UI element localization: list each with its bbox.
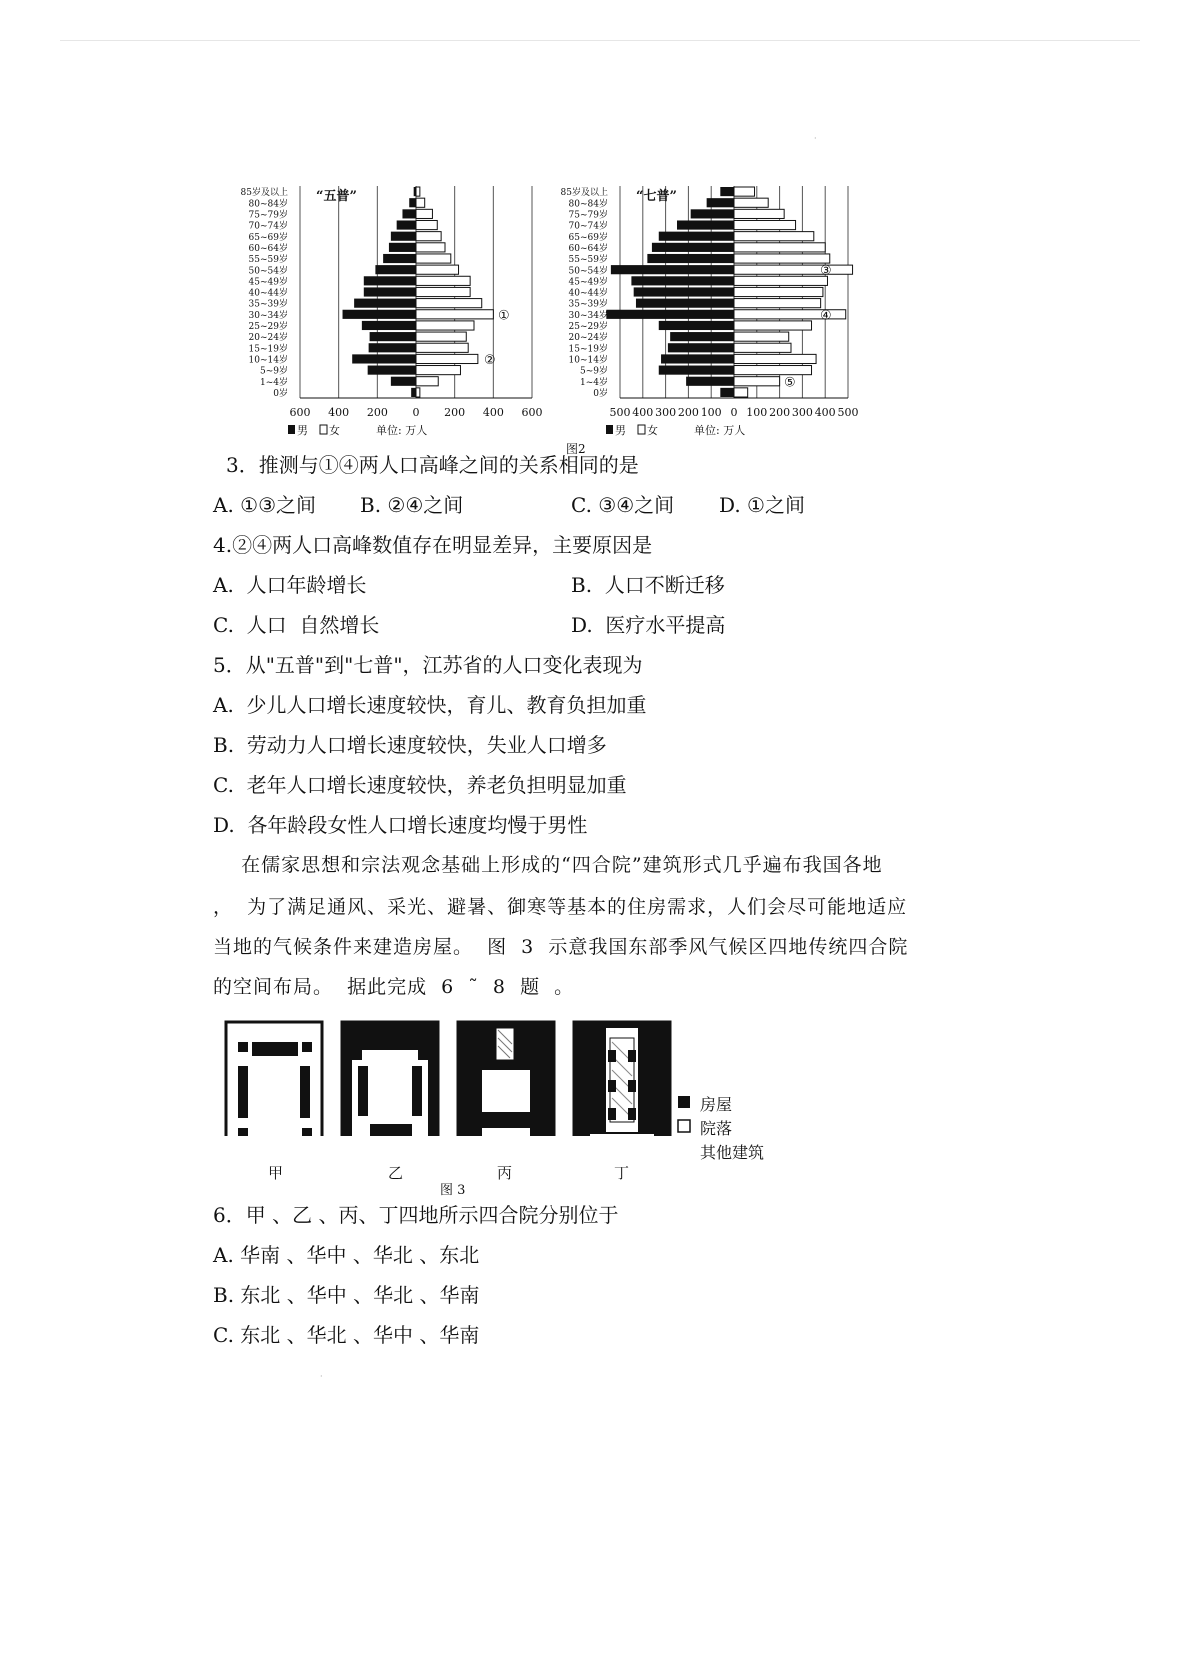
age-group-label: 30~34岁 [568, 310, 608, 321]
x-tick-label: 300 [791, 406, 813, 419]
age-group-label: 50~54岁 [248, 266, 288, 277]
female-bar [734, 332, 789, 341]
unit-label: 单位: 万人 [694, 424, 746, 437]
legend-male-label: 男 [297, 424, 308, 437]
question-3-stem: 3．推测与①④两人口高峰之间的关系相同的是 [226, 453, 639, 477]
unit-label: 单位: 万人 [376, 424, 428, 437]
female-bar [416, 198, 425, 207]
legend-courtyard-swatch [678, 1120, 690, 1132]
pyramid-wupu [241, 186, 543, 437]
female-bar [734, 321, 812, 330]
x-tick-label: 500 [837, 406, 859, 419]
male-bar [720, 187, 734, 196]
courtyard-bing-plan [458, 1022, 554, 1136]
male-bar [652, 243, 734, 252]
census-label: “七普” [636, 189, 677, 204]
male-bar [686, 377, 734, 386]
female-bar [734, 232, 814, 241]
question-5-stem: 5．从"五普"到"七普"，江苏省的人口变化表现为 [213, 653, 643, 677]
question-3-option-b: B. ②④之间 [360, 493, 464, 517]
male-bar [354, 299, 416, 308]
x-tick-label: 600 [289, 406, 311, 419]
scan-speck: · [320, 1372, 323, 1381]
legend-male-swatch [288, 425, 295, 434]
passage-line-1: 在儒家思想和宗法观念基础上形成的“四合院”建筑形式几乎遍布我国各地 [213, 854, 883, 876]
female-bar [734, 299, 821, 308]
age-group-label: 75~79岁 [568, 210, 608, 221]
passage-line-2: ， 为了满足通风、采光、避暑、御寒等基本的住房需求，人们会尽可能地适应 [213, 896, 908, 918]
age-group-label: 0岁 [273, 389, 288, 399]
question-5-option-d: D. 各年龄段女性人口增长速度均慢于男性 [213, 813, 588, 837]
courtyard-label-yi: 乙 [388, 1164, 404, 1182]
courtyard-label-ding: 丁 [614, 1164, 630, 1182]
female-bar [416, 276, 470, 285]
x-tick-label: 400 [632, 406, 654, 419]
female-bar [416, 254, 451, 263]
male-bar [659, 366, 734, 375]
male-bar [352, 354, 416, 363]
question-6-option-a: A. 华南 、华中 、华北 、东北 [213, 1243, 480, 1267]
courtyard-label-jia: 甲 [268, 1164, 284, 1182]
age-group-label: 55~59岁 [568, 255, 608, 266]
legend-female-label: 女 [329, 424, 340, 437]
question-3-option-d: D. ①之间 [719, 493, 805, 517]
age-group-label: 50~54岁 [568, 266, 608, 277]
female-bar [416, 354, 478, 363]
legend-other-building-label: 其他建筑 [700, 1143, 765, 1162]
census-label: “五普” [316, 189, 357, 204]
age-group-label: 45~49岁 [568, 277, 608, 288]
male-bar [659, 232, 734, 241]
age-group-label: 30~34岁 [248, 310, 288, 321]
female-bar [416, 321, 474, 330]
legend-female-swatch [320, 425, 327, 434]
question-5-option-a: A. 少儿人口增长速度较快，育儿、教育负担加重 [213, 693, 647, 717]
age-group-label: 80~84岁 [568, 199, 608, 210]
female-bar [734, 243, 825, 252]
x-tick-label: 500 [609, 406, 631, 419]
question-4-stem: 4.②④两人口高峰数值存在明显差异，主要原因是 [213, 533, 653, 557]
male-bar [370, 332, 416, 341]
question-6-option-c: C. 东北 、华北 、华中 、华南 [213, 1323, 480, 1347]
x-tick-label: 0 [412, 406, 420, 419]
peak-annotation: ② [484, 352, 496, 368]
female-bar [416, 187, 420, 196]
x-tick-label: 200 [444, 406, 466, 419]
age-group-label: 70~74岁 [248, 221, 288, 232]
courtyard-legend [678, 1096, 690, 1136]
male-bar [375, 265, 416, 274]
age-group-label: 60~64岁 [248, 243, 288, 254]
legend-house-label: 房屋 [700, 1095, 733, 1114]
male-bar [634, 287, 734, 296]
female-bar [734, 220, 796, 229]
female-bar [416, 209, 432, 218]
question-4-option-a: A. 人口年龄增长 [213, 573, 367, 597]
age-group-label: 65~69岁 [248, 232, 288, 243]
question-6-option-b: B. 东北 、华中 、华北 、华南 [213, 1283, 480, 1307]
female-bar [416, 343, 468, 352]
age-group-label: 85岁及以上 [240, 188, 288, 199]
male-bar [659, 321, 734, 330]
female-bar [416, 366, 460, 375]
male-bar [391, 232, 416, 241]
courtyard-ding-plan [574, 1022, 670, 1136]
legend-courtyard-label: 院落 [700, 1119, 733, 1138]
age-group-label: 60~64岁 [568, 243, 608, 254]
peak-annotation: ④ [820, 308, 832, 324]
male-bar [606, 310, 734, 319]
figure-3-caption: 图 3 [440, 1183, 466, 1198]
x-tick-label: 600 [521, 406, 543, 419]
x-tick-label: 0 [730, 406, 738, 419]
male-bar [677, 220, 734, 229]
age-group-label: 15~19岁 [568, 344, 608, 355]
question-3-option-a: A. ①③之间 [213, 493, 317, 517]
female-bar [416, 299, 482, 308]
peak-annotation: ③ [820, 263, 832, 279]
male-bar [364, 276, 416, 285]
age-group-label: 1~4岁 [580, 377, 608, 388]
question-4-option-b: B. 人口不断迁移 [571, 573, 725, 597]
male-bar [668, 343, 734, 352]
male-bar [611, 265, 734, 274]
x-tick-label: 100 [746, 406, 768, 419]
question-4-option-c: C. 人口 自然增长 [213, 613, 380, 637]
age-group-label: 1~4岁 [260, 377, 288, 388]
x-tick-label: 400 [814, 406, 836, 419]
passage-line-3: 当地的气候条件来建造房屋。 图 3 示意我国东部季风气候区四地传统四合院 [213, 936, 909, 958]
male-bar [397, 220, 416, 229]
figure-2-caption: 图2 [566, 442, 586, 456]
question-5-option-b: B. 劳动力人口增长速度较快，失业人口增多 [213, 733, 607, 757]
male-bar [661, 354, 734, 363]
question-4-option-d: D. 医疗水平提高 [571, 613, 726, 637]
age-group-label: 0岁 [593, 389, 608, 399]
female-bar [734, 198, 768, 207]
female-bar [734, 254, 830, 263]
age-group-label: 5~9岁 [260, 366, 288, 377]
page-top-rule [60, 40, 1140, 41]
male-bar [391, 377, 416, 386]
question-3-option-c: C. ③④之间 [571, 493, 675, 517]
female-bar [734, 187, 755, 196]
x-tick-label: 100 [700, 406, 722, 419]
courtyard-jia-plan [226, 1022, 322, 1136]
female-bar [416, 232, 441, 241]
female-bar [416, 377, 438, 386]
x-tick-label: 300 [655, 406, 677, 419]
male-bar [631, 276, 734, 285]
legend-female-label: 女 [647, 424, 658, 437]
legend-male-label: 男 [615, 424, 626, 437]
age-group-label: 55~59岁 [248, 255, 288, 266]
age-group-label: 35~39岁 [568, 299, 608, 310]
passage-line-4: 的空间布局。 据此完成 6 ˜ 8 题 。 [213, 976, 575, 998]
age-group-label: 85岁及以上 [560, 188, 608, 199]
x-tick-label: 400 [482, 406, 504, 419]
age-group-label: 45~49岁 [248, 277, 288, 288]
female-bar [416, 332, 466, 341]
female-bar [416, 265, 459, 274]
male-bar [670, 332, 734, 341]
age-group-label: 40~44岁 [568, 288, 608, 299]
age-group-label: 25~29岁 [568, 322, 608, 333]
age-group-label: 65~69岁 [568, 232, 608, 243]
question-6-stem: 6．甲 、乙 、丙、丁四地所示四合院分别位于 [213, 1203, 619, 1227]
question-5-option-c: C. 老年人口增长速度较快，养老负担明显加重 [213, 773, 627, 797]
male-bar [691, 209, 734, 218]
age-group-label: 5~9岁 [580, 366, 608, 377]
age-group-label: 15~19岁 [248, 344, 288, 355]
female-bar [734, 343, 791, 352]
peak-annotation: ① [498, 308, 510, 324]
male-bar [636, 299, 734, 308]
male-bar [720, 388, 734, 397]
female-bar [416, 310, 493, 319]
age-group-label: 35~39岁 [248, 299, 288, 310]
female-bar [416, 243, 445, 252]
male-bar [343, 310, 416, 319]
male-bar [409, 198, 416, 207]
male-bar [411, 388, 416, 397]
male-bar [364, 287, 416, 296]
age-group-label: 25~29岁 [248, 322, 288, 333]
age-group-label: 10~14岁 [568, 355, 608, 366]
female-bar [734, 388, 748, 397]
female-bar [734, 354, 816, 363]
male-bar [369, 343, 416, 352]
courtyard-label-bing: 丙 [497, 1164, 513, 1182]
male-bar [707, 198, 734, 207]
male-bar [389, 243, 416, 252]
pyramid-qipu [561, 186, 859, 437]
female-bar [734, 366, 812, 375]
female-bar [734, 209, 784, 218]
peak-annotation: ⑤ [784, 375, 796, 391]
age-group-label: 75~79岁 [248, 210, 288, 221]
female-bar [416, 388, 420, 397]
female-bar [416, 220, 437, 229]
male-bar [402, 209, 416, 218]
x-tick-label: 200 [677, 406, 699, 419]
scan-speck: · [814, 134, 817, 143]
male-bar [368, 366, 416, 375]
female-bar [734, 265, 853, 274]
male-bar [362, 321, 416, 330]
age-group-label: 20~24岁 [248, 333, 288, 344]
female-bar [734, 377, 780, 386]
age-group-label: 40~44岁 [248, 288, 288, 299]
female-bar [734, 276, 827, 285]
age-group-label: 70~74岁 [568, 221, 608, 232]
female-bar [734, 287, 823, 296]
x-tick-label: 200 [769, 406, 791, 419]
courtyard-yi-plan [342, 1022, 438, 1136]
x-tick-label: 400 [328, 406, 350, 419]
male-bar [647, 254, 734, 263]
age-group-label: 80~84岁 [248, 199, 288, 210]
legend-male-swatch [606, 425, 613, 434]
x-tick-label: 200 [366, 406, 388, 419]
male-bar [383, 254, 416, 263]
age-group-label: 20~24岁 [568, 333, 608, 344]
female-bar [416, 287, 470, 296]
age-group-label: 10~14岁 [248, 355, 288, 366]
population-pyramids-figure [230, 186, 870, 456]
legend-female-swatch [638, 425, 645, 434]
